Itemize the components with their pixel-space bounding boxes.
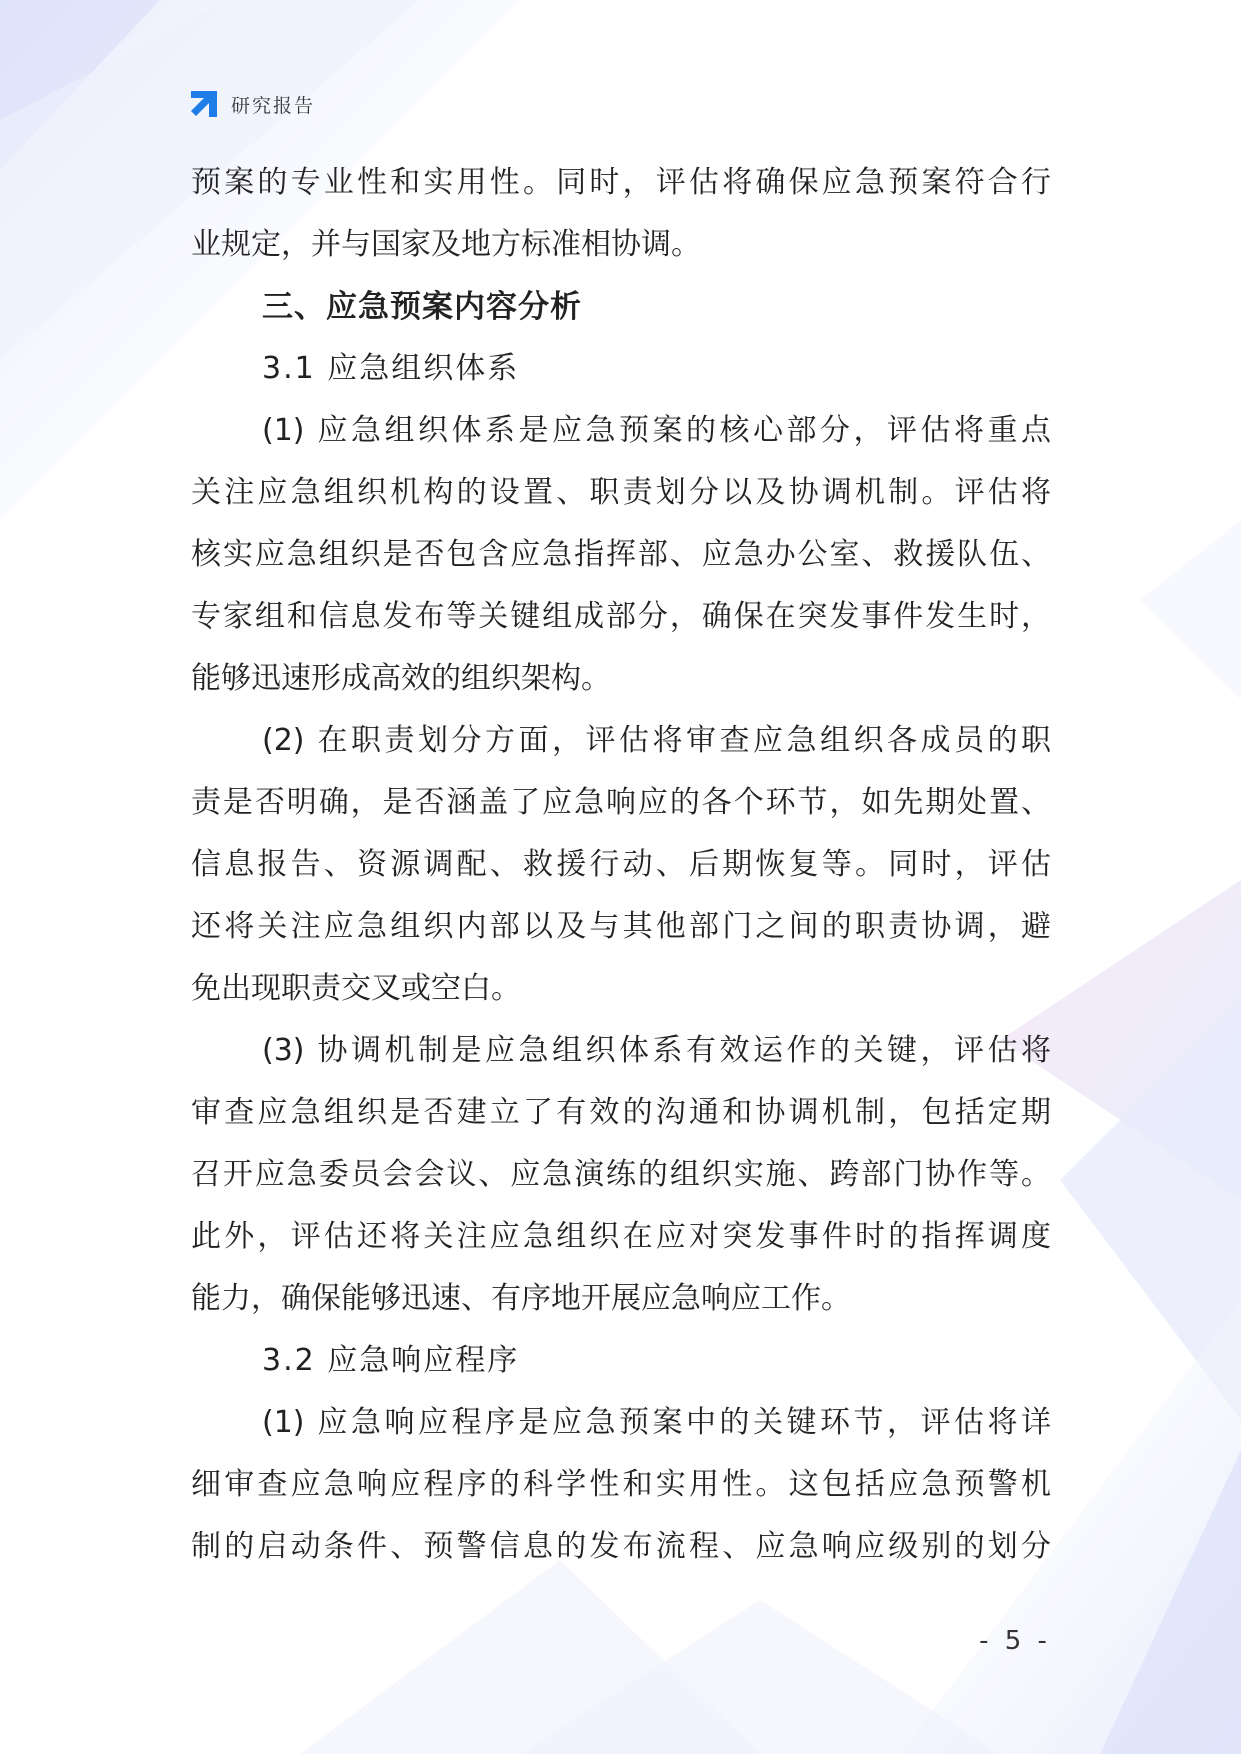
body-line: 能够迅速形成高效的组织架构。 — [191, 661, 611, 696]
body-line: 审查应急组织是否建立了有效的沟通和协调机制，包括定期 — [191, 1095, 1051, 1130]
body-line: 专家组和信息发布等关键组成部分，确保在突发事件发生时， — [191, 599, 1051, 634]
body-line: 召开应急委员会会议、应急演练的组织实施、跨部门协作等。 — [191, 1157, 1051, 1192]
subsection-heading: 3.1 应急组织体系 — [262, 351, 520, 386]
header-title: 研究报告 — [231, 94, 316, 117]
body-line: (1) 应急响应程序是应急预案中的关键环节，评估将详 — [262, 1405, 1051, 1440]
body-line: 免出现职责交叉或空白。 — [191, 971, 521, 1006]
page-number: - 5 - — [979, 1626, 1051, 1656]
body-line: 能力，确保能够迅速、有序地开展应急响应工作。 — [191, 1281, 851, 1316]
body-line: 业规定，并与国家及地方标准相协调。 — [191, 227, 701, 262]
body-line: 制的启动条件、预警信息的发布流程、应急响应级别的划分 — [191, 1529, 1051, 1564]
section-heading: 三、应急预案内容分析 — [262, 289, 582, 325]
body-line: 细审查应急响应程序的科学性和实用性。这包括应急预警机 — [191, 1467, 1051, 1502]
body-line: 核实应急组织是否包含应急指挥部、应急办公室、救援队伍、 — [191, 537, 1051, 572]
body-line: 还将关注应急组织内部以及与其他部门之间的职责协调，避 — [191, 909, 1051, 944]
body-line: 责是否明确，是否涵盖了应急响应的各个环节，如先期处置、 — [191, 785, 1051, 820]
body-line: 预案的专业性和实用性。同时，评估将确保应急预案符合行 — [191, 165, 1051, 200]
document-body — [191, 152, 1051, 1578]
body-line: 关注应急组织机构的设置、职责划分以及协调机制。评估将 — [191, 475, 1051, 510]
body-line: (2) 在职责划分方面，评估将审查应急组织各成员的职 — [262, 723, 1051, 758]
report-header — [187, 86, 315, 122]
body-line: 信息报告、资源调配、救援行动、后期恢复等。同时，评估 — [191, 847, 1051, 882]
body-line: (3) 协调机制是应急组织体系有效运作的关键，评估将 — [262, 1033, 1051, 1068]
body-line: 此外，评估还将关注应急组织在应对突发事件时的指挥调度 — [191, 1219, 1051, 1254]
body-line: (1) 应急组织体系是应急预案的核心部分，评估将重点 — [262, 413, 1051, 448]
subsection-heading: 3.2 应急响应程序 — [262, 1343, 520, 1378]
arrow-logo-icon — [187, 87, 221, 121]
